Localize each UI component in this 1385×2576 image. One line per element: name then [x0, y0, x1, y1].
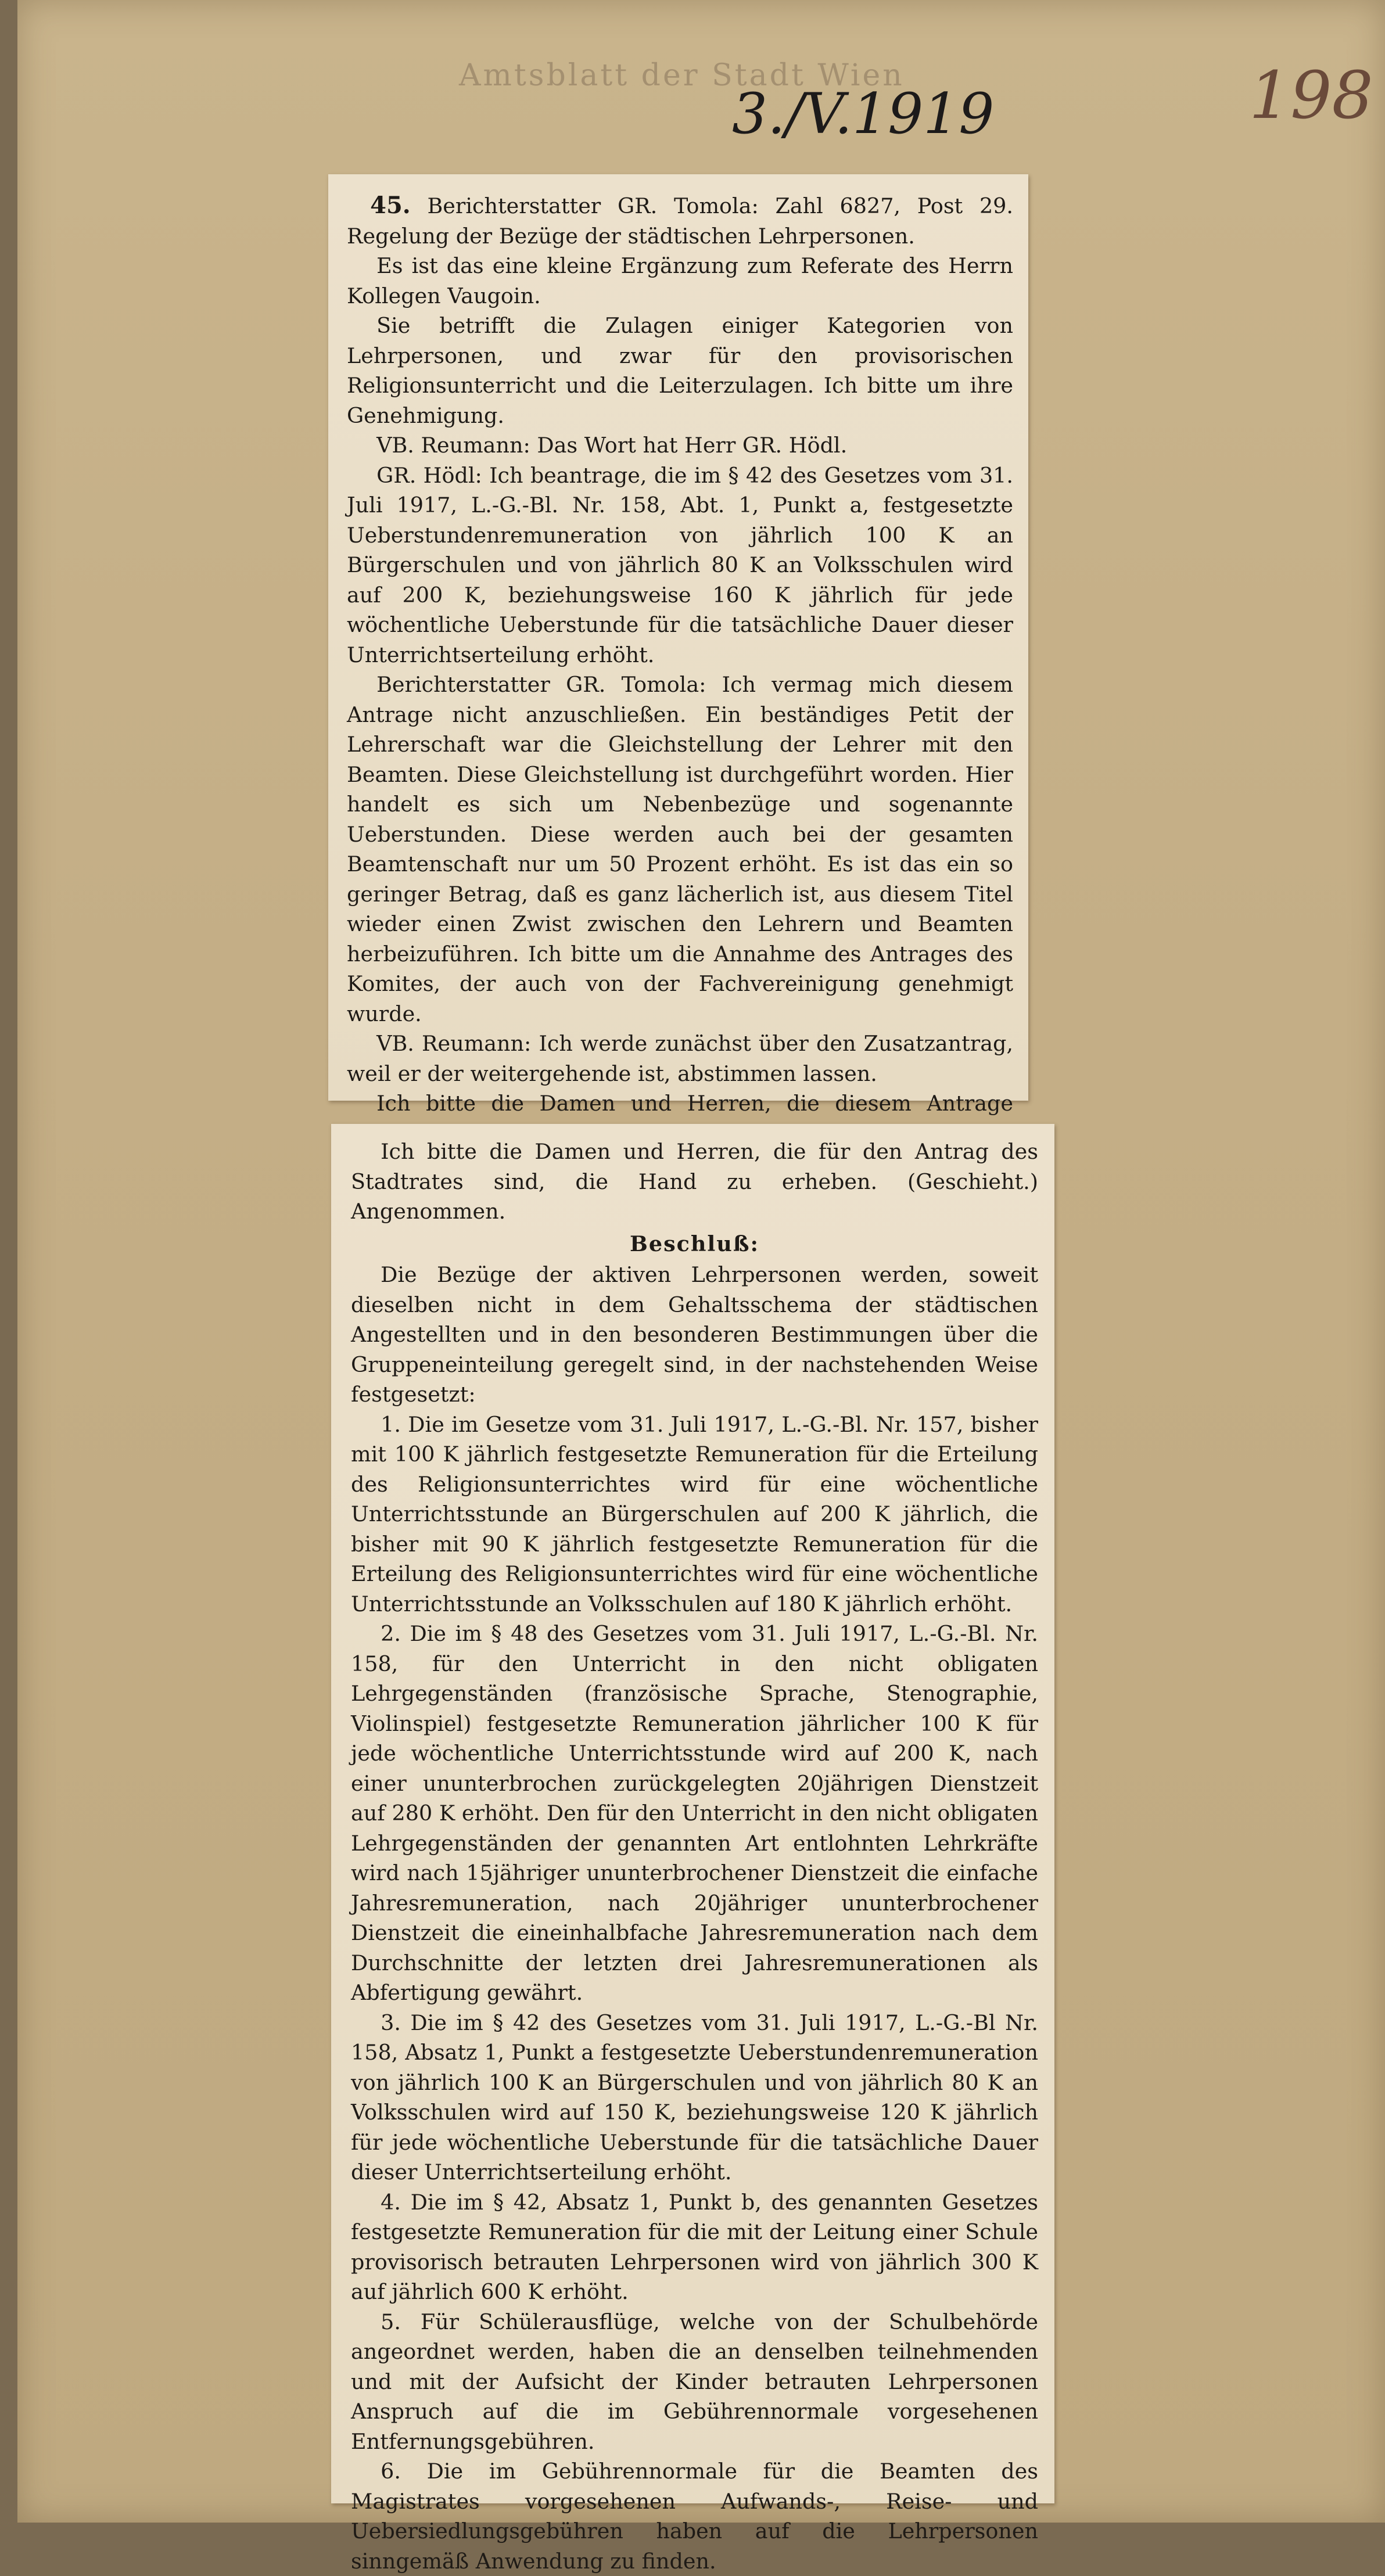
paragraph: Berichterstatter GR. Tomola: Ich vermag mich diesem Antrage nicht anzuschließen. Ein beständiges Petit der Lehrerschaft war die Gleichstellung der Lehrer mit den Beamten. Diese Gleichstellung ist durchgeführt worden. Hier handelt es sich um Nebenbezüge und sogenannte Ueberstunden. Diese werden auch bei der gesamten Beamtenschaft nur um 50 Prozent erhöht. Es ist das ein so geringer Betrag, daß es ganz lächerlich ist, aus diesem Titel wieder einen Zwist zwischen den Lehrern und Beamten herbeizuführen. Ich bitte um die Annahme des Antrages des Komites, der auch von der Fachvereinigung genehmigt wurde. [347, 672, 1013, 1026]
paragraph: 2. Die im § 48 des Gesetzes vom 31. Juli 1917, L.-G.-Bl. Nr. 158, für den Unterricht in den nicht obligaten Lehrgegenständen (französische Sprache, Stenographie, Violinspiel) festgesetzte Remuneration jährlicher 100 K für jede wöchentliche Unterrichtsstunde wird auf 200 K, nach einer ununterbrochen zurückgelegten 20jährigen Dienstzeit auf 280 K erhöht. Den für den Unterricht in den nicht obligaten Lehrgegenständen der genannten Art entlohnten Lehrkräfte wird nach 15jähriger ununterbrochener Dienstzeit die einfache Jahresremuneration, nach 20jähriger ununterbrochener Dienstzeit die eineinhalbfache Jahresremuneration nach dem Durchschnitte der letzten drei Jahresremunerationen als Abfertigung gewährt. [351, 1621, 1038, 2005]
agenda-item [347, 191, 1013, 251]
paragraph: 6. Die im Gebührennormale für die Beamten des Magistrates vorgesehenen Aufwands-, Reise- und Uebersiedlungsgebühren haben auf die Lehrpersonen sinngemäß Anwendung zu finden. [351, 2459, 1038, 2574]
newspaper-clipping-bottom [331, 1124, 1054, 2574]
paragraph: Ich bitte die Damen und Herren, die diesem Antrage [376, 1091, 1013, 1116]
newspaper-clipping-top [328, 174, 1028, 1116]
paragraph: Sie betrifft die Zulagen einiger Kategorien von Lehrpersonen, und zwar für den provisorischen Religionsunterricht und die Leiterzulagen. Ich bitte um ihre Genehmigung. [347, 313, 1013, 428]
paragraph: GR. Hödl: Ich beantrage, die im § 42 des Gesetzes vom 31. Juli 1917, L.-G.-Bl. Nr. 158, Abt. 1, Punkt a, festgesetzte Ueberstundenremuneration von jährlich 100 K an Bürgerschulen und von jährlich 80 K an Volksschulen wird auf 200 K, beziehungsweise 160 K jährlich für jede wöchentliche Ueberstunde für die tatsächliche Dauer dieser Unterrichtserteilung erhöht. [347, 462, 1013, 667]
item-number: 45. [370, 192, 411, 219]
folio-number: 198 [1249, 58, 1373, 134]
agenda-item-text: Berichterstatter GR. Tomola: Zahl 6827, Post 29. Regelung der Bezüge der städtischen Lehrpersonen. [347, 193, 1013, 249]
paragraph: VB. Reumann: Das Wort hat Herr GR. Hödl. [376, 433, 848, 458]
paragraph: 5. Für Schülerausflüge, welche von der Schulbehörde angeordnet werden, haben die an denselben teilnehmenden und mit der Aufsicht der Kinder betrauten Lehrpersonen Anspruch auf die im Gebührennormale vorgesehenen Entfernungsgebühren. [351, 2309, 1038, 2454]
vote-paragraph: Ich bitte die Damen und Herren, die für den Antrag des Stadtrates sind, die Hand zu erheben. (Geschieht.) Angenommen. [351, 1139, 1038, 1224]
resolution-heading: Beschluß: [630, 1231, 759, 1256]
paragraph: Die Bezüge der aktiven Lehrpersonen werden, soweit dieselben nicht in dem Gehaltsschema der städtischen Angestellten und in den besonderen Bestimmungen über die Gruppeneinteilung geregelt sind, in der nachstehenden Weise festgesetzt: [351, 1262, 1038, 1407]
handwritten-date: 3./V.1919 [732, 81, 995, 146]
paragraph: Es ist das eine kleine Ergänzung zum Referate des Herrn Kollegen Vaugoin. [347, 253, 1013, 308]
paragraph: 3. Die im § 42 des Gesetzes vom 31. Juli 1917, L.-G.-Bl Nr. 158, Absatz 1, Punkt a festgesetzte Ueberstundenremuneration von jährlich 100 K an Bürgerschulen und von jährlich 80 K an Volksschulen wird auf 150 K, beziehungsweise 120 K jährlich für jede wöchentliche Ueberstunde für die tatsächliche Dauer dieser Unterrichtserteilung erhöht. [351, 2010, 1038, 2185]
paragraph: VB. Reumann: Ich werde zunächst über den Zusatzantrag, weil er der weitergehende ist, abstimmen lassen. [347, 1031, 1013, 1086]
paragraph: 1. Die im Gesetze vom 31. Juli 1917, L.-G.-Bl. Nr. 157, bisher mit 100 K jährlich festgesetzte Remuneration für die Erteilung des Religionsunterrichtes wird für eine wöchentliche Unterrichtsstunde an Bürgerschulen auf 200 K jährlich, die bisher mit 90 K jährlich festgesetzte Remuneration für die Erteilung des Religionsunterrichtes wird für eine wöchentliche Unterrichtsstunde an Volksschulen auf 180 K jährlich erhöht. [351, 1411, 1038, 1616]
paragraph: 4. Die im § 42, Absatz 1, Punkt b, des genannten Gesetzes festgesetzte Remuneration für die mit der Leitung einer Schule provisorisch betrauten Lehrpersonen wird von jährlich 300 K auf jährlich 600 K erhöht. [351, 2189, 1038, 2304]
archive-stamp: Amtsblatt der Stadt Wien [459, 58, 905, 93]
